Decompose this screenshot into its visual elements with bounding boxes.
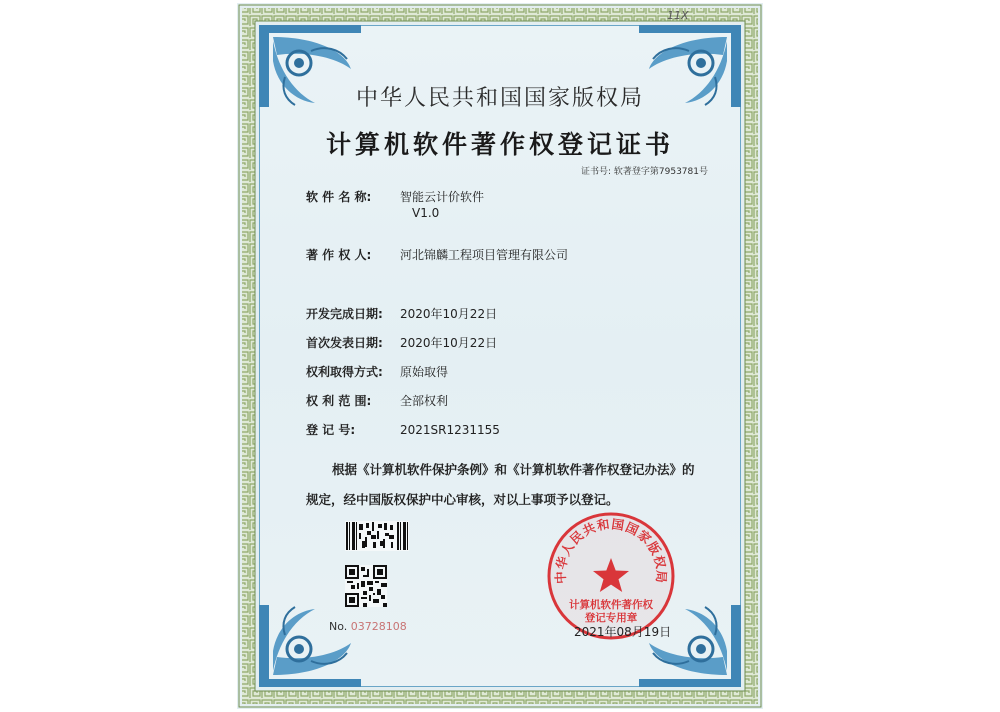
handwritten-mark: 11X [667,9,689,22]
qr-code-icon [345,565,387,607]
serial-number [329,620,407,633]
certificate-title: 计算机软件著作权登记证书 [325,130,674,159]
field-label: 权 利 范 围: [306,394,372,408]
barcode-icon [345,521,409,551]
issuing-authority: 中华人民共和国国家版权局 [355,86,644,111]
field-registration-number [306,421,500,438]
field-label: 著 作 权 人: [306,248,372,262]
field-value: 智能云计价软件 [400,190,485,204]
seal-line-2: 登记专用章 [584,612,638,624]
legal-text-line-1: 根据《计算机软件保护条例》和《计算机软件著作权登记办法》的 [332,462,695,477]
field-value: 原始取得 [400,365,449,379]
svg-text:中华人民共和国国家版权局: 中华人民共和国国家版权局 [552,516,670,585]
field-software-name [306,188,484,205]
certificate-number-label: 证书号: [580,167,612,177]
field-value: 全部权利 [400,394,449,408]
field-value: 2021SR1231155 [400,423,500,437]
field-label: 权利取得方式: [306,365,383,379]
seal-line-1: 计算机软件著作权 [569,599,653,611]
field-value: 河北锦麟工程项目管理有限公司 [400,248,569,262]
legal-text-line-2: 规定，经中国版权保护中心审核，对以上事项予以登记。 [306,492,619,507]
field-software-version: V1.0 [412,206,440,220]
field-label: 登 记 号: [306,423,356,437]
certificate-number [581,164,708,177]
field-label: 软 件 名 称: [306,190,372,204]
certificate [237,3,763,709]
field-copyright-owner [306,246,568,263]
field-label: 开发完成日期: [306,307,383,321]
ornament-corner-icon [255,601,365,691]
field-value: 2020年10月22日 [400,307,498,321]
certificate-number-value: 软著登字第7953781号 [613,167,708,177]
field-value: 2020年10月22日 [400,336,498,350]
field-label: 首次发表日期: [306,336,383,350]
field-development-date [306,305,497,322]
serial-value: 03728108 [350,620,407,633]
issue-date: 2021年08月19日 [574,625,672,639]
field-rights-scope [306,392,448,409]
serial-label: No. [329,620,348,633]
field-acquisition-method [306,363,448,380]
field-publication-date [306,334,497,351]
